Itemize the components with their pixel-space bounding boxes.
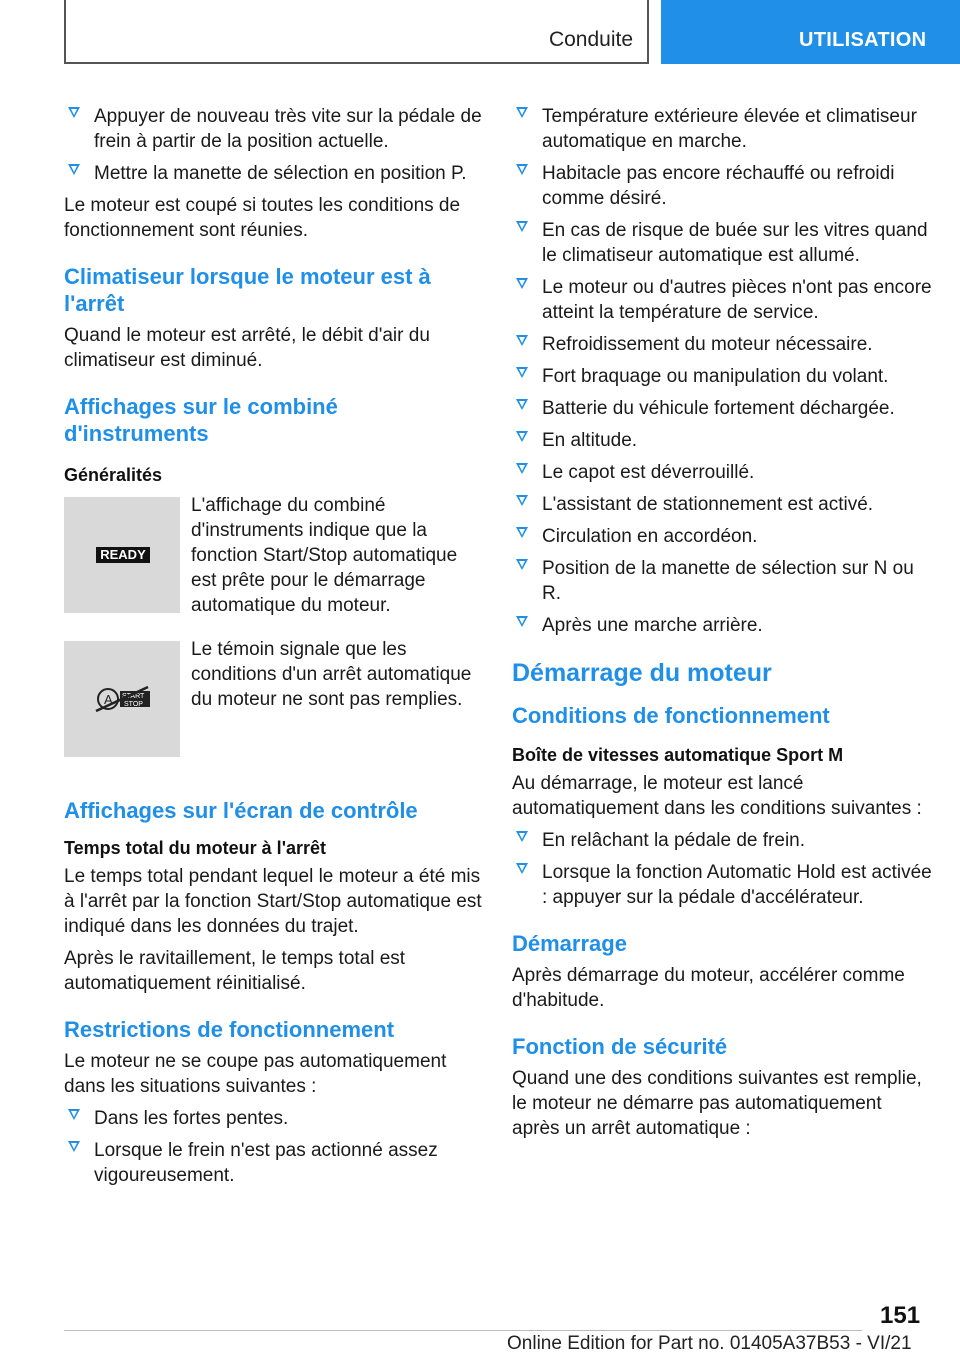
- list-item-text: Le capot est déverrouillé.: [542, 462, 755, 483]
- bullet-arrow-icon: [516, 399, 528, 410]
- ready-indicator-image: [64, 497, 180, 613]
- svg-text:STOP: STOP: [124, 701, 143, 708]
- list-item: [512, 396, 932, 421]
- heading-conditions-fonctionnement: Conditions de fonctionnement: [512, 703, 830, 728]
- list-item: [512, 492, 932, 517]
- list-item: [512, 364, 932, 389]
- list-item: [512, 613, 932, 638]
- list-item-text: Refroidissement du moteur nécessaire.: [542, 334, 873, 355]
- start-stop-indicator-image: [64, 641, 180, 757]
- heading-generalites: Généralités: [64, 465, 163, 485]
- header-section-title: Conduite: [548, 28, 633, 51]
- list-item: [512, 104, 932, 154]
- paragraph: Le moteur est coupé si toutes les conditions de fonctionnement sont réunies.: [64, 195, 461, 241]
- figure-start-stop: [64, 637, 482, 773]
- list-item-text: En altitude.: [542, 430, 638, 451]
- heading-fonction-securite: Fonction de sécurité: [512, 1034, 728, 1059]
- list-item-text: Lorsque le frein n'est pas actionné assez vigoureusement.: [94, 1140, 438, 1186]
- list-item-text: Position de la manette de sélection sur N ou R.: [542, 558, 914, 604]
- bullet-arrow-icon: [516, 335, 528, 346]
- list-item: [512, 524, 932, 549]
- list-item-text: Température extérieure élevée et climatiseur automatique en marche.: [542, 106, 917, 152]
- list-item: [512, 275, 932, 325]
- bullet-arrow-icon: [516, 107, 528, 118]
- list-item: [512, 828, 932, 853]
- list-item: [512, 218, 932, 268]
- heading-affichages-combine: Affichages sur le combiné d'instruments: [64, 394, 338, 446]
- list-item: [64, 104, 482, 154]
- edition-text: Online Edition for Part no. 01405A37B53 - VI/21: [507, 1333, 912, 1354]
- paragraph: Après démarrage du moteur, accélérer comme d'habitude.: [512, 965, 905, 1011]
- svg-text:START: START: [122, 693, 145, 700]
- list-item-text: Circulation en accordéon.: [542, 526, 758, 547]
- paragraph: Au démarrage, le moteur est lancé automatiquement dans les conditions suivantes :: [512, 773, 922, 819]
- list-item: [512, 161, 932, 211]
- heading-climatiseur: Climatiseur lorsque le moteur est à l'arrêt: [64, 264, 431, 316]
- heading-temps-total: Temps total du moteur à l'arrêt: [64, 838, 326, 858]
- bullet-arrow-icon: [516, 431, 528, 442]
- figure-text: L'affichage du combiné d'instruments indique que la fonction Start/Stop automatique est prête pour le démarrage automatique du moteur.: [191, 495, 458, 616]
- paragraph: Après le ravitaillement, le temps total est automatiquement réinitialisé.: [64, 948, 406, 994]
- svg-text:A: A: [104, 692, 113, 707]
- left-column: [64, 104, 482, 1195]
- right-column: [512, 104, 932, 1148]
- list-item-text: Batterie du véhicule fortement déchargée.: [542, 398, 895, 419]
- bullet-arrow-icon: [68, 1109, 80, 1120]
- heading-restrictions: Restrictions de fonctionnement: [64, 1017, 395, 1042]
- paragraph: Le moteur ne se coupe pas automatiquement dans les situations suivantes :: [64, 1051, 447, 1097]
- bullet-arrow-icon: [516, 495, 528, 506]
- list-item-text: En cas de risque de buée sur les vitres quand le climatiseur automatique est allumé.: [542, 220, 928, 266]
- list-item-text: Mettre la manette de sélection en position P.: [94, 163, 467, 184]
- conditions-list: [512, 104, 932, 638]
- bullet-arrow-icon: [516, 463, 528, 474]
- bullet-arrow-icon: [68, 107, 80, 118]
- paragraph: Le temps total pendant lequel le moteur a été mis à l'arrêt par la fonction Start/Stop automatique est indiqué dans les données du trajet.: [64, 866, 482, 937]
- header-chapter-tab: [661, 0, 960, 64]
- list-item: [64, 1106, 482, 1131]
- list-item: [512, 460, 932, 485]
- list-item-text: Dans les fortes pentes.: [94, 1108, 289, 1129]
- list-item: [64, 161, 482, 186]
- list-item: [512, 860, 932, 910]
- heading-demarrage-moteur: Démarrage du moteur: [512, 659, 772, 687]
- list-item-text: Lorsque la fonction Automatic Hold est activée : appuyer sur la pédale d'accélérateur.: [542, 862, 932, 908]
- list-item-text: L'assistant de stationnement est activé.: [542, 494, 874, 515]
- list-item-text: Habitacle pas encore réchauffé ou refroidi comme désiré.: [542, 163, 895, 209]
- list-item: [512, 332, 932, 357]
- figure-text: Le témoin signale que les conditions d'un arrêt automatique du moteur ne sont pas remplies.: [191, 639, 472, 710]
- list-item-text: Appuyer de nouveau très vite sur la pédale de frein à partir de la position actuelle.: [94, 106, 482, 152]
- header-chapter-title: UTILISATION: [799, 29, 927, 51]
- bullet-arrow-icon: [516, 616, 528, 627]
- bullet-arrow-icon: [516, 863, 528, 874]
- footer-divider: [64, 1330, 862, 1331]
- bullet-arrow-icon: [516, 367, 528, 378]
- list-item: [512, 556, 932, 606]
- list-item-text: Après une marche arrière.: [542, 615, 763, 636]
- page-number: 151: [880, 1302, 921, 1329]
- heading-affichages-ecran: Affichages sur l'écran de contrôle: [64, 798, 418, 823]
- bullet-arrow-icon: [68, 164, 80, 175]
- list-item-text: Le moteur ou d'autres pièces n'ont pas encore atteint la température de service.: [542, 277, 932, 323]
- figure-ready: [64, 493, 482, 623]
- bullet-arrow-icon: [516, 527, 528, 538]
- list-item-text: En relâchant la pédale de frein.: [542, 830, 806, 851]
- paragraph: Quand le moteur est arrêté, le débit d'air du climatiseur est diminué.: [64, 325, 430, 371]
- list-item: [512, 428, 932, 453]
- heading-demarrage: Démarrage: [512, 931, 627, 956]
- list-item: [64, 1138, 482, 1188]
- ready-indicator-icon: READY: [96, 547, 150, 563]
- bullet-arrow-icon: [516, 278, 528, 289]
- bullet-arrow-icon: [516, 164, 528, 175]
- bullet-arrow-icon: [516, 559, 528, 570]
- heading-boite-vitesses: Boîte de vitesses automatique Sport M: [512, 745, 844, 765]
- bullet-arrow-icon: [68, 1141, 80, 1152]
- bullet-arrow-icon: [516, 831, 528, 842]
- header-section-box: [64, 0, 649, 64]
- start-stop-crossed-icon: [64, 641, 180, 757]
- paragraph: Quand une des conditions suivantes est remplie, le moteur ne démarre pas automatiquement après un arrêt automatique :: [512, 1068, 922, 1139]
- bullet-arrow-icon: [516, 221, 528, 232]
- list-item-text: Fort braquage ou manipulation du volant.: [542, 366, 889, 387]
